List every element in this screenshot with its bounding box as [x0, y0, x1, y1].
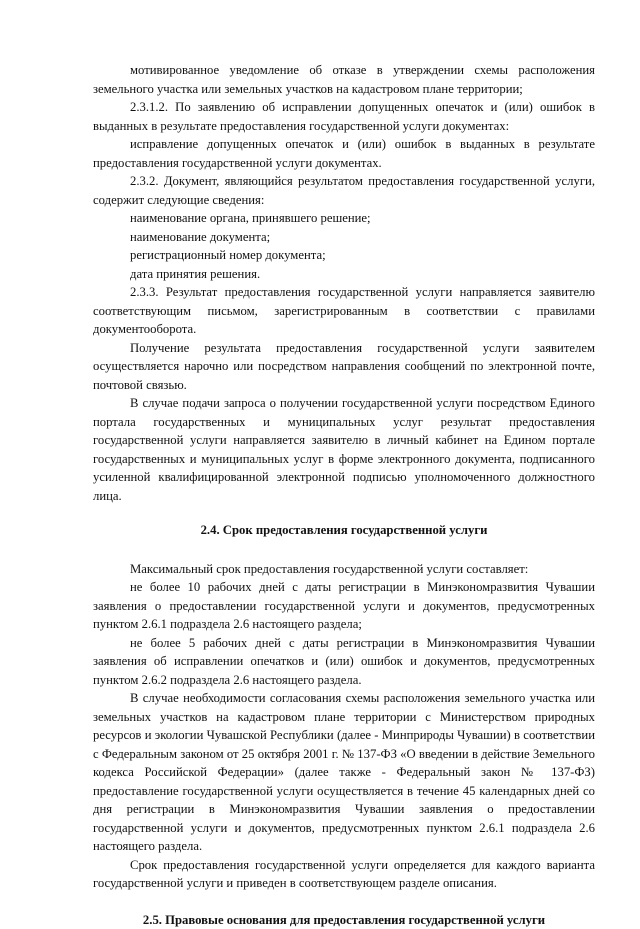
list-item-authority-name: наименование органа, принявшего решение;: [93, 209, 595, 228]
document-page: [93, 61, 595, 929]
paragraph-term-5-days: не более 5 рабочих дней с даты регистрации в Минэкономразвития Чувашии заявления об исправлении опечатков и (или) ошибок и документов, предусмотренных пунктом 2.6.2 подраздела 2.6 настоящего раздела.: [93, 634, 595, 690]
paragraph-correction-result: исправление допущенных опечаток и (или) ошибок в выданных в результате предоставления государственной услуги документах.: [93, 135, 595, 172]
section-heading-2-4: 2.4. Срок предоставления государственной услуги: [93, 521, 595, 540]
paragraph-portal-request: В случае подачи запроса о получении государственной услуги посредством Единого портала государственных и муниципальных услуг результат предоставления государственной услуги направляется заявителю в личный кабинет на Едином портале государственных и муниципальных услуг в форме электронного документа, подписанного усиленной квалифицированной электронной подписью уполномоченного должностного лица.: [93, 394, 595, 505]
paragraph-approval-case: В случае необходимости согласования схемы расположения земельного участка или земельных участков на кадастровом плане территории с Министерством природных ресурсов и экологии Чувашской Республики (далее - Минприроды Чувашии) в соответствии с Федеральным законом от 25 октября 2001 г. № 137-ФЗ «О введении в действие Земельного кодекса Российской Федерации» (далее также - Федеральный закон № 137-ФЗ) предоставление государственной услуги осуществляется в течение 45 календарных дней со дня регистрации в Минэкономразвития Чувашии заявления о предоставлении государственной услуги и документов, предусмотренных пунктом 2.6.1 подраздела 2.6 настоящего раздела.: [93, 689, 595, 856]
paragraph-refusal-notice: мотивированное уведомление об отказе в утверждении схемы расположения земельного участка или земельных участков на кадастровом плане территории;: [93, 61, 595, 98]
paragraph-variant-term: Срок предоставления государственной услуги определяется для каждого варианта государственной услуги и приведен в соответствующем разделе описания.: [93, 856, 595, 893]
section-heading-2-5: 2.5. Правовые основания для предоставления государственной услуги: [93, 911, 595, 929]
paragraph-2-3-3: 2.3.3. Результат предоставления государственной услуги направляется заявителю соответствующим письмом, зарегистрированным в соответствии с правилами документооборота.: [93, 283, 595, 339]
paragraph-result-receipt: Получение результата предоставления государственной услуги заявителем осуществляется нарочно или посредством направления сообщений по электронной почте, почтовой связью.: [93, 339, 595, 395]
paragraph-term-10-days: не более 10 рабочих дней с даты регистрации в Минэкономразвития Чувашии заявления о предоставлении государственной услуги и документов, предусмотренных пунктом 2.6.1 подраздела 2.6 настоящего раздела;: [93, 578, 595, 634]
paragraph-max-term: Максимальный срок предоставления государственной услуги составляет:: [93, 560, 595, 579]
paragraph-2-3-2: 2.3.2. Документ, являющийся результатом предоставления государственной услуги, содержит следующие сведения:: [93, 172, 595, 209]
paragraph-2-3-1-2: 2.3.1.2. По заявлению об исправлении допущенных опечаток и (или) ошибок в выданных в результате предоставления государственной услуги документах:: [93, 98, 595, 135]
list-item-document-name: наименование документа;: [93, 228, 595, 247]
list-item-registration-number: регистрационный номер документа;: [93, 246, 595, 265]
list-item-decision-date: дата принятия решения.: [93, 265, 595, 284]
